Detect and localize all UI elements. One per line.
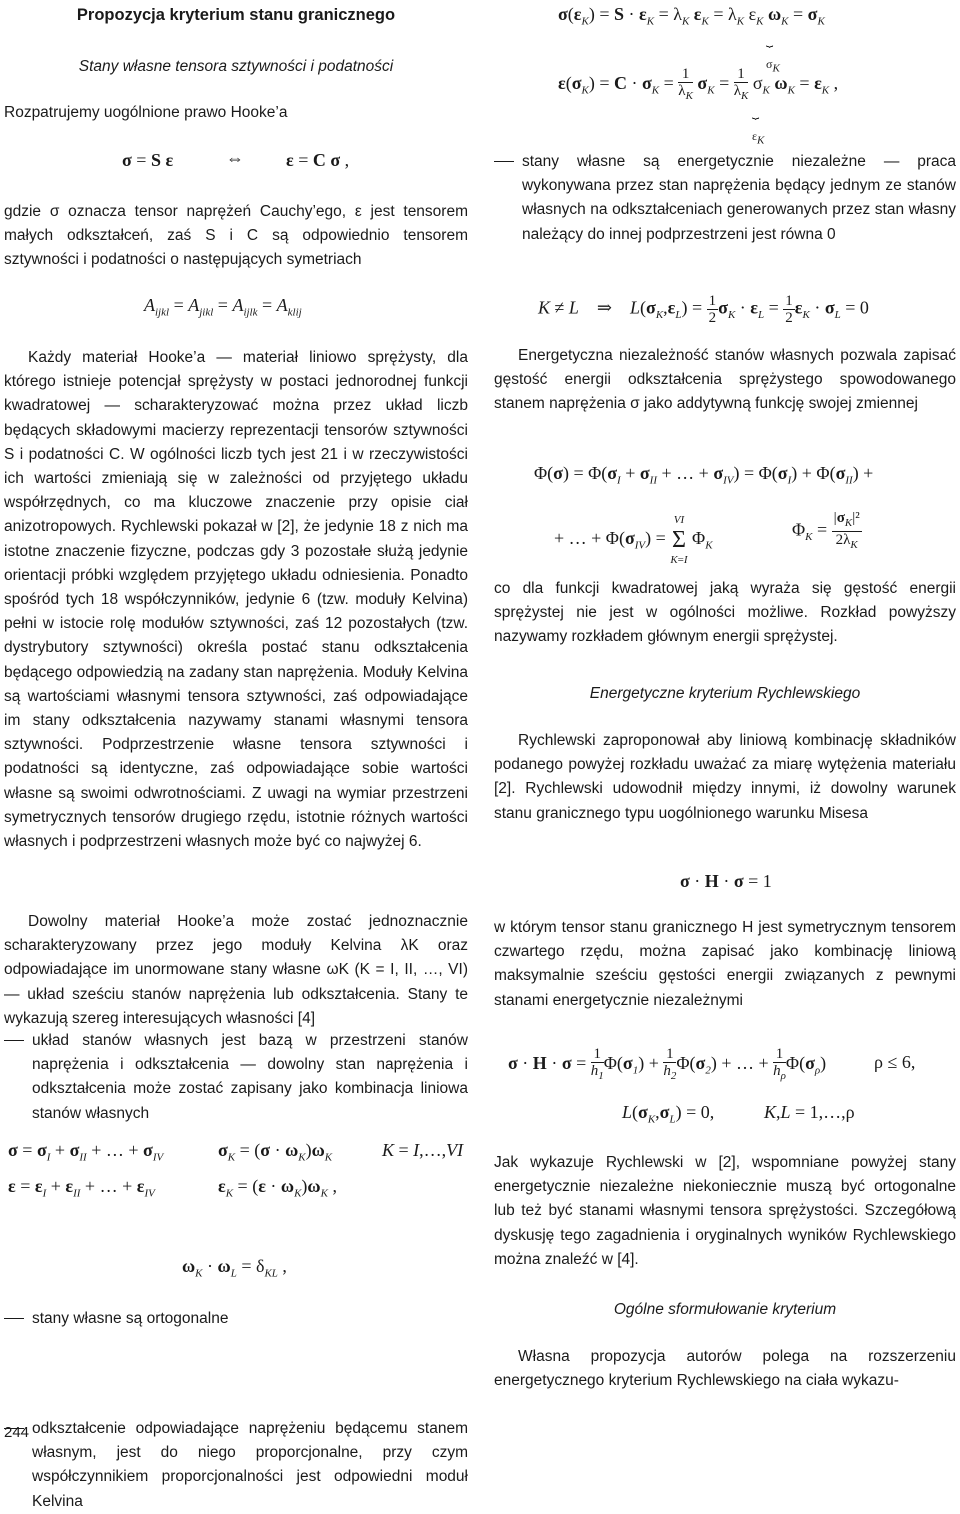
intro-text: Rozpatrujemy uogólnione prawo Hooke’a [4,104,288,121]
paragraph-nonorthogonal: Jak wykazuje Rychlewski w [2], wspomniane powyżej stany energetycznie niezależne niekoniecznie muszą być ortogonalne lub też być stanami własnymi tensora sprężystości. Szczegółową dyskusję tego zagadnienia i oryginalnych wyników Rychlewskiego można znaleźć w [4]. [494,1154,956,1268]
bullet-proportional-text: odkształcenie odpowiadające naprężeniu będącemu stanem własnym, jest do niego proporcjonalne, przy czym współczynnikiem proporcjonalności jest odpowiedni moduł Kelvina [32,1420,468,1510]
equation-orthonormality: $\omega_K \cdot \omega_L = \delta_{KL}$ , [182,1256,287,1280]
equation-energy-independence: K ≠ L ⇒ $L(\sigma_K,\varepsilon_L)$ = $\frac{1}{2}$ $\sigma_K \cdot \varepsilon_L$ = $\frac{1}{2}$ $\varepsilon_K \cdot \sigma_L = 0$ [538,293,869,326]
paragraph-limit-tensor: w którym tensor stanu granicznego H jest symetrycznym tensorem czwartego rzędu, można zapisać jako kombinację liniową maksymalnie sześciu gęstości energii związanych z pewnymi stanami energetycznie niezależnymi [494,919,956,1009]
dash-marker [4,1318,24,1319]
right-column [494,0,956,1390]
paragraph-additive-energy: Energetyczna niezależność stanów własnych pozwala zapisać gęstość energii odkształcenia sprężystego spowodowanego stanem naprężenia σ jako addytywną funkcję swojej zmiennej [494,347,956,413]
equation-phi-line2: + … + $\Phi(\sigma_{IV})$ = VI Σ K=I $\Phi_K$ [554,514,713,566]
equation-k-range: K = I,…,VI [382,1140,464,1160]
paragraph-principal-decomposition: co dla funkcji kwadratowej jaką wyraża się gęstość energii sprężystej nie jest w ogólności możliwe. Rozkład powyższy nazywamy rozkładem głównym energii sprężystej. [494,580,956,646]
bullet-energy-independent-text: stany własne są energetycznie niezależne — praca wykonywana przez stan naprężenia będący jednym ze stanów własnych na odkształceniach generowanych przez stan własny należący do innej podprzestrzeni jest równa 0 [522,153,956,243]
paragraph-kelvin-moduli: Dowolny materiał Hooke’a może zostać jednoznacznie scharakteryzowany przez jego moduły Kelvina λK oraz odpowiadające im unormowane stany własne ωK (K = I, II, …, VI) — układ sześciu stanów naprężenia lub odkształcenia. Stany te wykazują szereg interesujących własności [4] [4,913,468,1027]
bullet-basis-text: układ stanów własnych jest bazą w przestrzeni stanów naprężenia i odkształcenia — dowolny stan naprężenia i odkształcenia może zostać zapisany jako kombinacja liniowa stanów własnych [32,1032,468,1122]
page-number: 244 [4,1424,30,1441]
equation-phi-k: $\Phi_K$ = $\frac{|\sigma_K|^2}{2\lambda_K}$ [792,510,860,551]
underbrace-epsilon-label: ⏟ $\varepsilon_K$ [752,105,765,147]
bullet-orthogonal [4,1307,468,1331]
equation-sum-epsilon: $\varepsilon = \varepsilon_I + \varepsilon_{II}$ + … + $\varepsilon_{IV}$ [8,1176,155,1200]
paragraph-rychlewski: Rychlewski zaproponował aby liniową kombinację składników podanego powyżej rozkładu uważać za miarę wytężenia materiału [2]. Rychlewski udowodnił między innymi, iż dowolny warunek stanu granicznego typu uogólnionego warunku Misesa [494,732,956,822]
equation-projection-epsilon: $\varepsilon_K = (\varepsilon \cdot \omega_K)\omega_K$ , [218,1176,337,1200]
subsection-title: Stany własne tensora sztywności i podatności [78,58,394,75]
equation-phi-line1: $\Phi(\sigma) = \Phi(\sigma_I + \sigma_{II}$ + … + $\sigma_{IV}) = \Phi(\sigma_I) + \Phi(\sigma_{II})$ + [534,463,874,487]
equation-sum-sigma: $\sigma = \sigma_I + \sigma_{II}$ + … + $\sigma_{IV}$ [8,1140,164,1164]
equation-hooke-right: ε = C σ , [286,150,350,170]
bullet-energy-independent [494,150,956,247]
dash-marker [4,1040,24,1041]
equation-combination: σ · H · σ = $\frac{1}{h_1}$ $\Phi(\sigma_1)$ + $\frac{1}{h_2}$ $\Phi(\sigma_2)$ + … + $\frac{1}{h_\rho}$ $\Phi(\sigma_\rho)$ [508,1046,827,1082]
subsection-title-general: Ogólne sformułowanie kryterium [613,1301,837,1318]
bullet-orthogonal-text: stany własne są ortogonalne [32,1309,229,1327]
section-title: Propozycja kryterium stanu granicznego [76,6,396,24]
bullet-proportional [4,1417,468,1514]
equation-symmetry: $A_{ijkl} = A_{jikl} = A_{ijlk} = A_{klij}$ [144,295,302,319]
equation-criterion: σ · H · σ = 1 [680,871,772,891]
equation-hooke-left: σ = S ε [122,150,174,170]
equation-independence-condition: $L(\sigma_K,\sigma_L) = 0$, [622,1102,715,1126]
subsection-title-rychlewski: Energetyczne kryterium Rychlewskiego [589,685,861,702]
equation-compliance-eigen: $\varepsilon(\sigma_K) = C \cdot \sigma_K$ = $\frac{1}{\lambda_K}$ $\sigma_K$ = $\frac{1}{\lambda_K}$ $\sigma_K$ $\omega_K = \varepsilon_K$ , [558,66,839,102]
underbrace-sigma-label: ⏟ $\sigma_K$ [766,33,780,75]
equation-kl-range: K,L = 1,…,ρ [764,1102,855,1122]
paragraph-definitions: gdzie σ oznacza tensor naprężeń Cauchy’ego, ε jest tensorem małych odkształceń, zaś S i C są odpowiednio tensorem sztywności i podatności o następujących symetriach [4,203,468,269]
dash-marker [494,161,514,162]
paragraph-proposal: Własna propozycja autorów polega na rozszerzeniu energetycznego kryterium Rychlewskiego na ciała wykazu- [494,1348,956,1390]
equation-stiffness-eigen: $\sigma(\varepsilon_K) = S \cdot \varepsilon_K = \lambda_K$ $\varepsilon_K = \lambda_K$ $\varepsilon_K$ $\omega_K = \sigma_K$ [558,4,825,28]
equivalence-arrow: ⇔ [226,148,244,168]
paragraph-hooke-material: Każdy materiał Hooke’a — materiał liniowo sprężysty, dla którego istnieje potencjał sprężysty w postaci jednorodnej funkcji kwadratowej — scharakteryzować można przez układ liczb będących składowymi macierzy reprezentacji tensorów sztywności S i podatności C. W ogólności liczb tych jest 21 i w rzeczywistości ich wartości zmieniają się w zależności od przyjętego układu współrzędnych, co ma kluczowe znaczenie przy opisie ciał anizotropowych. Rychlewski pokazał w [2], że jedynie 18 z nich ma istotne znaczenie fizyczne, podczas gdy 3 pozostałe służą jedynie orientacji próbki względem przyjętego układu odniesienia. Ponadto spośród tych 18 współczynników, jedynie 6 (tzw. moduły Kelvina) pełni w istocie rolę modułów sztywności, zaś 12 pozostałych (tzw. dystrybutory sztywności) określa postać stanu odkształcenia będącego odpowiedzią na zadany stan naprężenia. Moduły Kelvina są wartościami własnymi tensora sztywności, zaś odpowiadające im stany odkształcenia nazywamy stanami własnymi tensora sztywności. Podprzestrzenie własne tensora sztywności i podatności są identyczne, zaś odpowiadające sobie wartości własne są swoimi odwrotnościami. Z uwagi na wymiar przestrzeni symetrycznych tensorów drugiego rzędu, istotnie różnych wartości własnych i podprzestrzeni własnych może być co najwyżej 6. [4,349,468,851]
equation-rho-bound: ρ ≤ 6, [874,1052,916,1072]
equation-projection-sigma: $\sigma_K = (\sigma \cdot \omega_K)\omega_K$ [218,1140,333,1164]
bullet-basis [4,1029,468,1126]
